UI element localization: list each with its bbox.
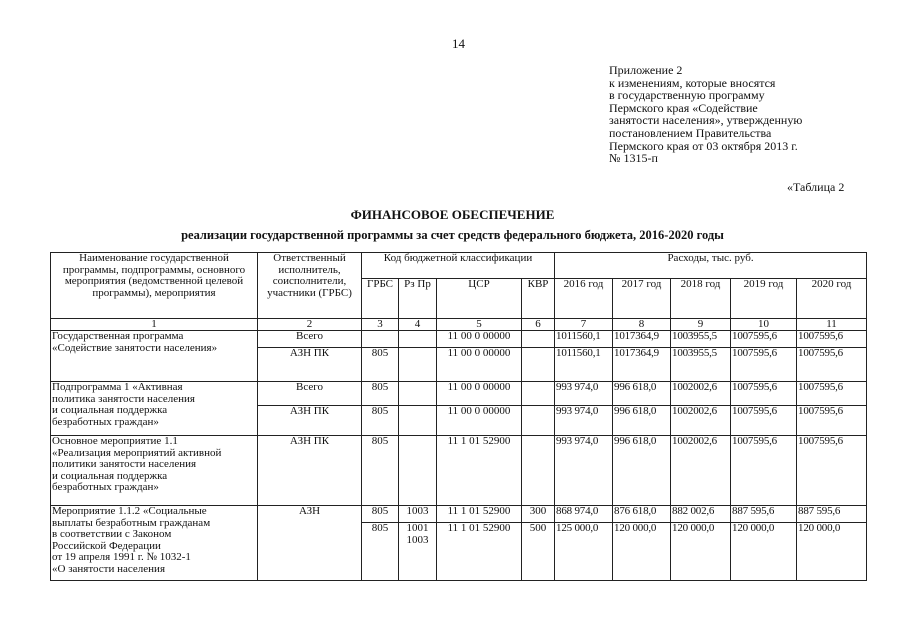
row-rzpr	[399, 331, 437, 348]
row-value-2019: 1007595,6	[731, 406, 797, 436]
column-number: 5	[437, 319, 522, 331]
row-value-2018: 1002002,6	[671, 436, 731, 506]
row-value-2019: 1007595,6	[731, 331, 797, 348]
row-csr: 11 1 01 52900	[437, 436, 522, 506]
header-grbs: ГРБС	[362, 279, 399, 319]
header-csr: ЦСР	[437, 279, 522, 319]
row-grbs: 805	[362, 523, 399, 581]
row-value-2019: 1007595,6	[731, 382, 797, 406]
appendix-line: Пермского края «Содействие	[609, 100, 758, 115]
financing-table	[50, 252, 867, 581]
row-rzpr	[399, 382, 437, 406]
row-value-2016: 125 000,0	[555, 523, 613, 581]
row-name: Подпрограмма 1 «Активная политика занятости населения и социальная поддержка безработных граждан»	[51, 382, 258, 436]
row-value-2018: 1002002,6	[671, 382, 731, 406]
row-value-2016: 993 974,0	[555, 406, 613, 436]
column-number: 6	[522, 319, 555, 331]
column-number: 7	[555, 319, 613, 331]
row-grbs: 805	[362, 436, 399, 506]
row-kvr	[522, 406, 555, 436]
row-value-2019: 120 000,0	[731, 523, 797, 581]
table-row	[51, 506, 867, 523]
header-executor: Ответственный исполнитель, соисполнители, участники (ГРБС)	[258, 253, 362, 319]
column-number: 4	[399, 319, 437, 331]
header-year-2016: 2016 год	[555, 279, 613, 319]
row-value-2016: 993 974,0	[555, 436, 613, 506]
row-csr: 11 00 0 00000	[437, 348, 522, 382]
row-value-2020: 1007595,6	[797, 436, 867, 506]
row-value-2016: 1011560,1	[555, 348, 613, 382]
column-number: 9	[671, 319, 731, 331]
appendix-line: Пермского края от 03 октября 2013 г.	[609, 138, 798, 153]
header-name: Наименование государственной программы, подпрограммы, основного мероприятия (ведомственной целевой программы), мероприятия	[51, 253, 258, 319]
row-kvr	[522, 331, 555, 348]
row-grbs	[362, 331, 399, 348]
row-value-2020: 1007595,6	[797, 348, 867, 382]
table-tag: «Таблица 2	[787, 180, 845, 194]
appendix-line: занятости населения», утвержденную	[609, 113, 803, 128]
document-title: ФИНАНСОВОЕ ОБЕСПЕЧЕНИЕ	[350, 207, 555, 222]
appendix-line: Приложение 2	[609, 63, 683, 77]
column-number: 10	[731, 319, 797, 331]
table-row	[51, 382, 867, 406]
row-executor: АЗН ПК	[258, 436, 362, 506]
row-rzpr: 1001 1003	[399, 523, 437, 581]
row-value-2019: 1007595,6	[731, 436, 797, 506]
column-number: 3	[362, 319, 399, 331]
row-value-2017: 120 000,0	[613, 523, 671, 581]
row-value-2020: 1007595,6	[797, 406, 867, 436]
header-year-2018: 2018 год	[671, 279, 731, 319]
row-value-2019: 1007595,6	[731, 348, 797, 382]
row-value-2017: 996 618,0	[613, 406, 671, 436]
row-value-2020: 1007595,6	[797, 331, 867, 348]
row-grbs: 805	[362, 506, 399, 523]
table-row	[51, 331, 867, 348]
row-value-2016: 868 974,0	[555, 506, 613, 523]
row-grbs: 805	[362, 382, 399, 406]
row-executor: АЗН ПК	[258, 406, 362, 436]
row-value-2020: 120 000,0	[797, 523, 867, 581]
row-csr: 11 1 01 52900	[437, 523, 522, 581]
row-csr: 11 1 01 52900	[437, 506, 522, 523]
table-row	[51, 436, 867, 506]
row-value-2017: 996 618,0	[613, 382, 671, 406]
row-csr: 11 00 0 00000	[437, 382, 522, 406]
column-number: 1	[51, 319, 258, 331]
header-year-2019: 2019 год	[731, 279, 797, 319]
row-value-2017: 876 618,0	[613, 506, 671, 523]
row-executor: АЗН	[258, 506, 362, 581]
appendix-line: к изменениям, которые вносятся	[609, 75, 776, 90]
row-value-2017: 996 618,0	[613, 436, 671, 506]
row-grbs: 805	[362, 406, 399, 436]
row-executor: АЗН ПК	[258, 348, 362, 382]
header-budget-code: Код бюджетной классификации	[362, 253, 555, 279]
row-value-2018: 882 002,6	[671, 506, 731, 523]
row-csr: 11 00 0 00000	[437, 406, 522, 436]
row-kvr	[522, 436, 555, 506]
column-number: 8	[613, 319, 671, 331]
header-rzpr: Рз Пр	[399, 279, 437, 319]
header-expenses: Расходы, тыс. руб.	[555, 253, 867, 279]
header-year-2017: 2017 год	[613, 279, 671, 319]
row-grbs: 805	[362, 348, 399, 382]
row-value-2018: 120 000,0	[671, 523, 731, 581]
column-number: 11	[797, 319, 867, 331]
row-rzpr	[399, 348, 437, 382]
row-csr: 11 00 0 00000	[437, 331, 522, 348]
row-value-2018: 1002002,6	[671, 406, 731, 436]
row-value-2020: 887 595,6	[797, 506, 867, 523]
row-executor: Всего	[258, 331, 362, 348]
row-value-2018: 1003955,5	[671, 348, 731, 382]
row-value-2019: 887 595,6	[731, 506, 797, 523]
row-value-2017: 1017364,9	[613, 331, 671, 348]
appendix-line: постановлением Правительства	[609, 125, 772, 140]
row-value-2016: 993 974,0	[555, 382, 613, 406]
column-number: 2	[258, 319, 362, 331]
row-rzpr	[399, 436, 437, 506]
row-kvr	[522, 382, 555, 406]
row-name: Основное мероприятие 1.1 «Реализация мероприятий активной политики занятости населения и социальная поддержка безработных граждан»	[51, 436, 258, 506]
row-kvr: 300	[522, 506, 555, 523]
page-number: 14	[452, 36, 465, 51]
row-name: Государственная программа «Содействие занятости населения»	[51, 331, 258, 382]
header-kvr: КВР	[522, 279, 555, 319]
appendix-line: в государственную программу	[609, 88, 765, 103]
row-value-2020: 1007595,6	[797, 382, 867, 406]
row-kvr	[522, 348, 555, 382]
row-rzpr: 1003	[399, 506, 437, 523]
document-subtitle: реализации государственной программы за счет средств федерального бюджета, 2016-2020 годы	[181, 228, 724, 242]
row-value-2016: 1011560,1	[555, 331, 613, 348]
row-value-2018: 1003955,5	[671, 331, 731, 348]
row-kvr: 500	[522, 523, 555, 581]
row-value-2017: 1017364,9	[613, 348, 671, 382]
appendix-line: № 1315-п	[609, 151, 658, 166]
row-name: Мероприятие 1.1.2 «Социальные выплаты безработным гражданам в соответствии с Законом Российской Федерации от 19 апреля 1991 г. № 1032-1 «О занятости населения	[51, 506, 258, 581]
row-rzpr	[399, 406, 437, 436]
header-year-2020: 2020 год	[797, 279, 867, 319]
appendix-note	[609, 64, 889, 165]
row-executor: Всего	[258, 382, 362, 406]
